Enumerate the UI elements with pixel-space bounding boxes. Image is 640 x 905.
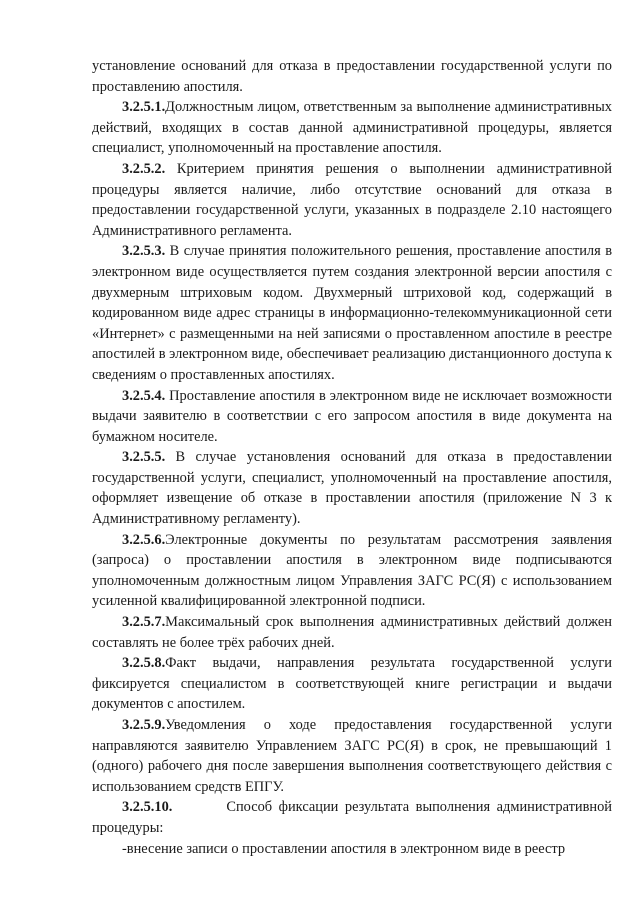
paragraph-number: 3.2.5.2. bbox=[122, 160, 166, 177]
paragraph-number: 3.2.5.6. bbox=[122, 531, 166, 548]
paragraph-number: 3.2.5.8. bbox=[122, 655, 166, 672]
paragraph-text: Факт выдачи, направления результата государственной услуги фиксируется специалистом в соответствующей книге регистрации и выдачи документов с апостилем. bbox=[92, 655, 612, 713]
paragraph-text: Уведомления о ходе предоставления государственной услуги направляются заявителю Управлением ЗАГС РС(Я) в срок, не превышающий 1 (одного) рабочего дня после завершения выполнения соответствующего действия с использованием средств ЕПГУ. bbox=[92, 717, 612, 795]
paragraph-3-2-5-5 bbox=[92, 447, 612, 529]
paragraph-number: 3.2.5.10. bbox=[122, 799, 173, 816]
paragraph-number: 3.2.5.3. bbox=[122, 243, 166, 260]
paragraph-number: 3.2.5.1. bbox=[122, 99, 166, 116]
paragraph-text: В случае принятия положительного решения, проставление апостиля в электронном виде осуществляется путем создания электронной версии апостиля с двухмерным штриховым кодом. Двухмерный штриховой код, содержащий в кодированном виде адрес страницы в информационно-телекоммуникационной сети «Интернет» с размещенными на ней записями о проставленном апостиле в реестре апостилей в электронном виде, обеспечивает реализацию дистанционного доступа к сведениям о проставленных апостилях. bbox=[92, 243, 612, 383]
paragraph-number: 3.2.5.7. bbox=[122, 614, 166, 631]
paragraph-3-2-5-4 bbox=[92, 386, 612, 448]
paragraph-3-2-5-2 bbox=[92, 159, 612, 241]
paragraph-3-2-5-6 bbox=[92, 530, 612, 612]
paragraph-number: 3.2.5.4. bbox=[122, 387, 166, 404]
paragraph-number: 3.2.5.5. bbox=[122, 449, 166, 466]
paragraph-3-2-5-7 bbox=[92, 612, 612, 653]
paragraph-text: В случае установления оснований для отказа в предоставлении государственной услуги, специалист, уполномоченный на проставление апостиля, оформляет извещение об отказе в проставлении апостиля (приложение N 3 к Административному регламенту). bbox=[92, 449, 612, 528]
paragraph-text: установление оснований для отказа в предоставлении государственной услуги по проставлению апостиля. bbox=[92, 58, 612, 95]
paragraph-list-item bbox=[92, 839, 612, 860]
paragraph-text: Должностным лицом, ответственным за выполнение административных действий, входящих в состав данной административной процедуры, является специалист, уполномоченный на проставление апостиля. bbox=[92, 99, 612, 157]
paragraph-continuation bbox=[92, 56, 612, 97]
paragraph-text: Максимальный срок выполнения административных действий должен составлять не более трёх рабочих дней. bbox=[92, 614, 612, 651]
paragraph-3-2-5-10 bbox=[92, 797, 612, 838]
paragraph-number: 3.2.5.9. bbox=[122, 717, 166, 733]
paragraph-3-2-5-1 bbox=[92, 97, 612, 159]
paragraph-3-2-5-9 bbox=[92, 715, 612, 797]
paragraph-text: -внесение записи о проставлении апостиля в электронном виде в реестр bbox=[122, 840, 566, 857]
paragraph-text: Способ фиксации результата выполнения административной процедуры: bbox=[92, 799, 612, 836]
paragraph-text: Электронные документы по результатам рассмотрения заявления (запроса) о проставлении апостиля в электронном виде подписываются уполномоченным должностным лицом Управления ЗАГС РС(Я) с использованием усиленной квалифицированной электронной подписи. bbox=[92, 531, 612, 610]
paragraph-3-2-5-3 bbox=[92, 241, 612, 385]
paragraph-text: Критерием принятия решения о выполнении административной процедуры является наличие, либо отсутствие оснований для отказа в предоставлении государственной услуги, указанных в подразделе 2.10 настоящего Административного регламента. bbox=[92, 160, 612, 239]
paragraph-3-2-5-8 bbox=[92, 653, 612, 715]
paragraph-text: Проставление апостиля в электронном виде не исключает возможности выдачи заявителю в соответствии с его запросом апостиля в виде документа на бумажном носителе. bbox=[92, 387, 612, 445]
